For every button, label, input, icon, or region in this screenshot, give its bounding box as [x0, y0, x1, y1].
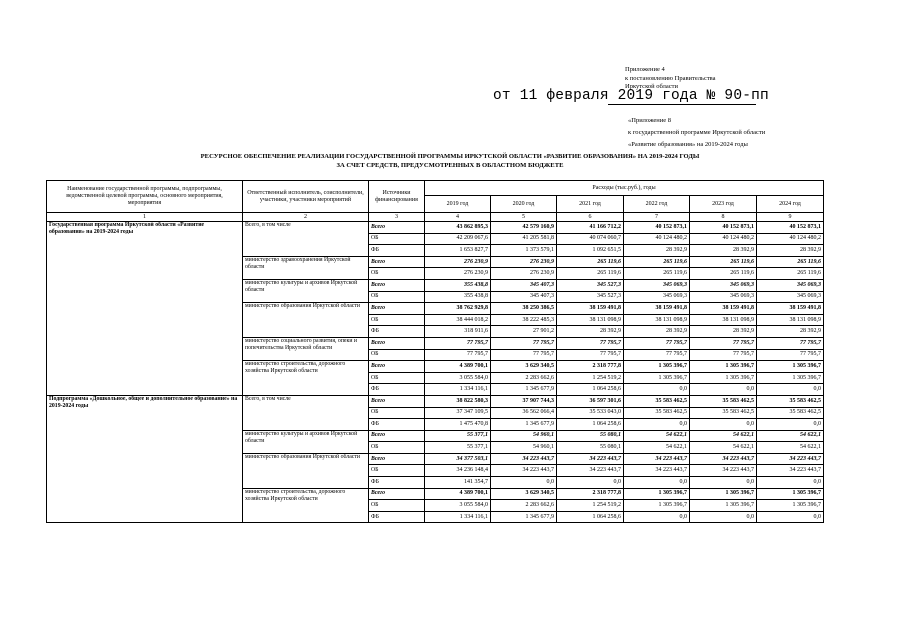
- amount-cell: 41 166 712,2: [557, 222, 624, 234]
- source-cell: ФБ: [369, 511, 425, 523]
- executor-cell: Всего, в том числе: [243, 395, 369, 430]
- amount-cell: 77 795,7: [757, 337, 824, 349]
- amount-cell: 0,0: [557, 477, 624, 489]
- amount-cell: 77 795,7: [624, 349, 690, 361]
- header-executor: Ответственный исполнитель, соисполнители, участники, участники мероприятий: [243, 181, 369, 213]
- program-note-line: к государственной программе Иркутской области: [628, 129, 766, 136]
- amount-cell: 37 907 744,3: [491, 395, 557, 407]
- amount-cell: 35 533 043,0: [557, 407, 624, 419]
- amount-cell: 37 347 109,5: [425, 407, 491, 419]
- amount-cell: 1 334 116,1: [425, 384, 491, 396]
- column-number: 4: [425, 213, 491, 222]
- amount-cell: 54 622,1: [757, 430, 824, 442]
- source-cell: ОБ: [369, 407, 425, 419]
- column-number: 2: [243, 213, 369, 222]
- executor-cell: министерство социального развития, опеки и попечительства Иркутской области: [243, 337, 369, 360]
- program-note-line: «Развитие образования» на 2019-2024 годы: [628, 141, 748, 148]
- amount-cell: 345 069,3: [690, 279, 757, 291]
- amount-cell: 54 960,1: [491, 430, 557, 442]
- amount-cell: 35 583 462,5: [690, 407, 757, 419]
- source-cell: ОБ: [369, 314, 425, 326]
- amount-cell: 276 230,9: [491, 256, 557, 268]
- amount-cell: 40 074 060,7: [557, 233, 624, 245]
- amount-cell: 0,0: [491, 477, 557, 489]
- amount-cell: 3 055 584,0: [425, 372, 491, 384]
- amount-cell: 28 392,9: [757, 326, 824, 338]
- amount-cell: 54 622,1: [624, 430, 690, 442]
- amount-cell: 1 305 396,7: [757, 361, 824, 373]
- amount-cell: 35 583 462,5: [690, 395, 757, 407]
- table-body: [47, 222, 824, 523]
- header-year: 2023 год: [690, 196, 757, 213]
- source-cell: ОБ: [369, 268, 425, 280]
- amount-cell: 1 305 396,7: [757, 372, 824, 384]
- column-number: 5: [491, 213, 557, 222]
- amount-cell: 38 159 491,8: [690, 303, 757, 315]
- source-cell: Всего: [369, 303, 425, 315]
- amount-cell: 38 444 018,2: [425, 314, 491, 326]
- amount-cell: 0,0: [624, 477, 690, 489]
- amount-cell: 345 407,3: [491, 291, 557, 303]
- source-cell: Всего: [369, 453, 425, 465]
- amount-cell: 3 055 584,0: [425, 500, 491, 512]
- amount-cell: 38 762 929,8: [425, 303, 491, 315]
- header-year: 2020 год: [491, 196, 557, 213]
- amount-cell: 2 318 777,8: [557, 488, 624, 500]
- appendix-note-line: Приложение 4: [625, 66, 665, 73]
- amount-cell: 345 527,3: [557, 291, 624, 303]
- program-name-cell: Подпрограмма «Дошкольное, общее и дополнительное образование» на 2019-2024 годы: [47, 395, 243, 523]
- amount-cell: 35 583 462,5: [624, 407, 690, 419]
- column-number: 1: [47, 213, 243, 222]
- source-cell: ФБ: [369, 326, 425, 338]
- amount-cell: 276 230,9: [425, 256, 491, 268]
- amount-cell: 54 960,1: [491, 442, 557, 454]
- document-title: [100, 153, 800, 170]
- table-row: [47, 395, 824, 407]
- amount-cell: 345 069,3: [624, 291, 690, 303]
- header-expenses: Расходы (тыс.руб.), годы: [425, 181, 824, 196]
- source-cell: Всего: [369, 430, 425, 442]
- amount-cell: 1 345 677,9: [491, 384, 557, 396]
- amount-cell: 1 305 396,7: [690, 361, 757, 373]
- source-cell: ФБ: [369, 419, 425, 431]
- program-note: [628, 115, 828, 151]
- amount-cell: 34 223 443,7: [557, 453, 624, 465]
- amount-cell: 40 152 873,1: [690, 222, 757, 234]
- source-cell: ОБ: [369, 442, 425, 454]
- amount-cell: 0,0: [690, 511, 757, 523]
- amount-cell: 345 069,3: [757, 279, 824, 291]
- amount-cell: 77 795,7: [491, 349, 557, 361]
- amount-cell: 0,0: [757, 511, 824, 523]
- amount-cell: 265 119,6: [757, 268, 824, 280]
- amount-cell: 3 629 340,5: [491, 488, 557, 500]
- amount-cell: 36 597 301,6: [557, 395, 624, 407]
- amount-cell: 0,0: [624, 511, 690, 523]
- executor-cell: министерство культуры и архивов Иркутской области: [243, 430, 369, 453]
- amount-cell: 34 223 443,7: [757, 465, 824, 477]
- amount-cell: 35 583 462,5: [757, 407, 824, 419]
- amount-cell: 38 131 098,9: [557, 314, 624, 326]
- amount-cell: 1 305 396,7: [624, 372, 690, 384]
- source-cell: Всего: [369, 256, 425, 268]
- program-note-line: «Приложение 8: [628, 117, 672, 124]
- amount-cell: 40 124 480,2: [624, 233, 690, 245]
- amount-cell: 1 064 258,6: [557, 384, 624, 396]
- amount-cell: 38 222 485,3: [491, 314, 557, 326]
- amount-cell: 28 392,9: [624, 245, 690, 257]
- amount-cell: 1 305 396,7: [624, 500, 690, 512]
- amount-cell: 1 305 396,7: [690, 372, 757, 384]
- executor-cell: министерство образования Иркутской области: [243, 453, 369, 488]
- amount-cell: 1 305 396,7: [690, 488, 757, 500]
- column-number: 7: [624, 213, 690, 222]
- header-year: 2019 год: [425, 196, 491, 213]
- amount-cell: 0,0: [690, 384, 757, 396]
- amount-cell: 1 475 470,8: [425, 419, 491, 431]
- amount-cell: 34 223 443,7: [624, 453, 690, 465]
- header-year: 2022 год: [624, 196, 690, 213]
- column-number: 3: [369, 213, 425, 222]
- amount-cell: 43 862 895,3: [425, 222, 491, 234]
- amount-cell: 1 653 827,7: [425, 245, 491, 257]
- amount-cell: 0,0: [757, 419, 824, 431]
- amount-cell: 34 236 148,4: [425, 465, 491, 477]
- appendix-note-line: к постановлению Правительства: [625, 74, 716, 82]
- amount-cell: 345 407,3: [491, 279, 557, 291]
- column-number: 6: [557, 213, 624, 222]
- amount-cell: 1 064 258,6: [557, 419, 624, 431]
- amount-cell: 1 345 677,9: [491, 419, 557, 431]
- amount-cell: 40 152 873,1: [624, 222, 690, 234]
- amount-cell: 345 527,3: [557, 279, 624, 291]
- executor-cell: Всего, в том числе: [243, 222, 369, 257]
- amount-cell: 77 795,7: [491, 337, 557, 349]
- date-stamp: от 11 февраля 2019 года № 90-пп: [493, 88, 769, 104]
- amount-cell: 355 438,8: [425, 279, 491, 291]
- table-row: [47, 222, 824, 234]
- amount-cell: 54 622,1: [624, 442, 690, 454]
- budget-table: [46, 180, 824, 523]
- amount-cell: 40 152 873,1: [757, 222, 824, 234]
- amount-cell: 265 119,6: [557, 256, 624, 268]
- amount-cell: 1 305 396,7: [757, 500, 824, 512]
- amount-cell: 41 205 581,8: [491, 233, 557, 245]
- source-cell: ОБ: [369, 291, 425, 303]
- amount-cell: 77 795,7: [425, 337, 491, 349]
- executor-cell: министерство культуры и архивов Иркутской области: [243, 279, 369, 302]
- header-name: Наименование государственной программы, подпрограммы, ведомственной целевой программы, основного мероприятия, мероприятия: [47, 181, 243, 213]
- source-cell: Всего: [369, 279, 425, 291]
- amount-cell: 345 069,3: [690, 291, 757, 303]
- executor-cell: министерство строительства, дорожного хозяйства Иркутской области: [243, 361, 369, 396]
- amount-cell: 265 119,6: [624, 268, 690, 280]
- amount-cell: 40 124 480,2: [757, 233, 824, 245]
- source-cell: ФБ: [369, 477, 425, 489]
- amount-cell: 27 901,2: [491, 326, 557, 338]
- amount-cell: 77 795,7: [690, 349, 757, 361]
- source-cell: ОБ: [369, 500, 425, 512]
- amount-cell: 1 305 396,7: [624, 488, 690, 500]
- amount-cell: 0,0: [690, 419, 757, 431]
- title-line: ЗА СЧЕТ СРЕДСТВ, ПРЕДУСМОТРЕННЫХ В ОБЛАСТНОМ БЮДЖЕТЕ: [336, 161, 564, 169]
- header-source: Источники финансирования: [369, 181, 425, 213]
- amount-cell: 38 159 491,8: [757, 303, 824, 315]
- source-cell: ОБ: [369, 349, 425, 361]
- amount-cell: 265 119,6: [757, 256, 824, 268]
- amount-cell: 42 579 160,9: [491, 222, 557, 234]
- amount-cell: 54 622,1: [757, 442, 824, 454]
- amount-cell: 1 254 519,2: [557, 500, 624, 512]
- amount-cell: 276 230,9: [491, 268, 557, 280]
- amount-cell: 35 583 462,5: [624, 395, 690, 407]
- source-cell: Всего: [369, 395, 425, 407]
- amount-cell: 4 389 700,1: [425, 361, 491, 373]
- amount-cell: 34 223 443,7: [491, 465, 557, 477]
- amount-cell: 318 911,6: [425, 326, 491, 338]
- amount-cell: 77 795,7: [557, 337, 624, 349]
- amount-cell: 34 223 443,7: [690, 453, 757, 465]
- column-number: 9: [757, 213, 824, 222]
- amount-cell: 1 064 258,6: [557, 511, 624, 523]
- source-cell: ФБ: [369, 245, 425, 257]
- amount-cell: 276 230,9: [425, 268, 491, 280]
- amount-cell: 1 092 651,5: [557, 245, 624, 257]
- header-year: 2024 год: [757, 196, 824, 213]
- amount-cell: 34 377 503,1: [425, 453, 491, 465]
- amount-cell: 34 223 443,7: [624, 465, 690, 477]
- column-number: 8: [690, 213, 757, 222]
- amount-cell: 54 622,1: [690, 442, 757, 454]
- source-cell: Всего: [369, 337, 425, 349]
- amount-cell: 55 377,1: [425, 430, 491, 442]
- amount-cell: 345 069,3: [624, 279, 690, 291]
- amount-cell: 1 345 677,9: [491, 511, 557, 523]
- amount-cell: 1 305 396,7: [624, 361, 690, 373]
- amount-cell: 38 159 491,8: [624, 303, 690, 315]
- program-name-cell: Государственная программа Иркутской области «Развитие образования» на 2019-2024 годы: [47, 222, 243, 396]
- amount-cell: 1 305 396,7: [757, 488, 824, 500]
- amount-cell: 38 250 386,5: [491, 303, 557, 315]
- amount-cell: 77 795,7: [425, 349, 491, 361]
- source-cell: Всего: [369, 361, 425, 373]
- amount-cell: 2 283 662,6: [491, 500, 557, 512]
- amount-cell: 34 223 443,7: [757, 453, 824, 465]
- title-line: РЕСУРСНОЕ ОБЕСПЕЧЕНИЕ РЕАЛИЗАЦИИ ГОСУДАРСТВЕННОЙ ПРОГРАММЫ ИРКУТСКОЙ ОБЛАСТИ «РАЗВИТИЕ ОБРАЗОВАНИЯ» НА 2019-2024 ГОДЫ: [200, 153, 700, 160]
- amount-cell: 36 562 066,4: [491, 407, 557, 419]
- amount-cell: 1 373 579,1: [491, 245, 557, 257]
- amount-cell: 1 305 396,7: [690, 500, 757, 512]
- amount-cell: 141 354,7: [425, 477, 491, 489]
- amount-cell: 355 438,8: [425, 291, 491, 303]
- executor-cell: министерство образования Иркутской области: [243, 303, 369, 338]
- source-cell: ОБ: [369, 465, 425, 477]
- amount-cell: 28 392,9: [690, 326, 757, 338]
- amount-cell: 77 795,7: [624, 337, 690, 349]
- amount-cell: 77 795,7: [557, 349, 624, 361]
- amount-cell: 265 119,6: [690, 256, 757, 268]
- amount-cell: 55 377,1: [425, 442, 491, 454]
- amount-cell: 0,0: [690, 477, 757, 489]
- amount-cell: 265 119,6: [557, 268, 624, 280]
- amount-cell: 1 254 519,2: [557, 372, 624, 384]
- amount-cell: 38 822 580,3: [425, 395, 491, 407]
- amount-cell: 54 622,1: [690, 430, 757, 442]
- amount-cell: 2 283 662,6: [491, 372, 557, 384]
- amount-cell: 35 583 462,5: [757, 395, 824, 407]
- source-cell: Всего: [369, 222, 425, 234]
- amount-cell: 0,0: [624, 384, 690, 396]
- amount-cell: 38 159 491,8: [557, 303, 624, 315]
- amount-cell: 34 223 443,7: [491, 453, 557, 465]
- amount-cell: 55 080,1: [557, 442, 624, 454]
- amount-cell: 4 389 700,1: [425, 488, 491, 500]
- header-year: 2021 год: [557, 196, 624, 213]
- amount-cell: 0,0: [757, 384, 824, 396]
- amount-cell: 0,0: [757, 477, 824, 489]
- source-cell: ФБ: [369, 384, 425, 396]
- amount-cell: 28 392,9: [624, 326, 690, 338]
- stamp-underline: [608, 104, 756, 105]
- amount-cell: 0,0: [624, 419, 690, 431]
- source-cell: ОБ: [369, 372, 425, 384]
- amount-cell: 34 223 443,7: [690, 465, 757, 477]
- amount-cell: 28 392,9: [757, 245, 824, 257]
- amount-cell: 77 795,7: [690, 337, 757, 349]
- amount-cell: 345 069,3: [757, 291, 824, 303]
- amount-cell: 265 119,6: [624, 256, 690, 268]
- amount-cell: 38 131 098,9: [624, 314, 690, 326]
- amount-cell: 265 119,6: [690, 268, 757, 280]
- amount-cell: 40 124 480,2: [690, 233, 757, 245]
- executor-cell: министерство строительства, дорожного хозяйства Иркутской области: [243, 488, 369, 523]
- amount-cell: 28 392,9: [557, 326, 624, 338]
- amount-cell: 2 318 777,8: [557, 361, 624, 373]
- source-cell: Всего: [369, 488, 425, 500]
- amount-cell: 55 080,1: [557, 430, 624, 442]
- amount-cell: 77 795,7: [757, 349, 824, 361]
- source-cell: ОБ: [369, 233, 425, 245]
- amount-cell: 34 223 443,7: [557, 465, 624, 477]
- amount-cell: 38 131 098,9: [690, 314, 757, 326]
- executor-cell: министерство здравоохранения Иркутской области: [243, 256, 369, 279]
- amount-cell: 28 392,9: [690, 245, 757, 257]
- amount-cell: 1 334 116,1: [425, 511, 491, 523]
- amount-cell: 38 131 098,9: [757, 314, 824, 326]
- amount-cell: 42 209 067,6: [425, 233, 491, 245]
- amount-cell: 3 629 340,5: [491, 361, 557, 373]
- appendix-note-line: Иркутской области: [625, 83, 678, 90]
